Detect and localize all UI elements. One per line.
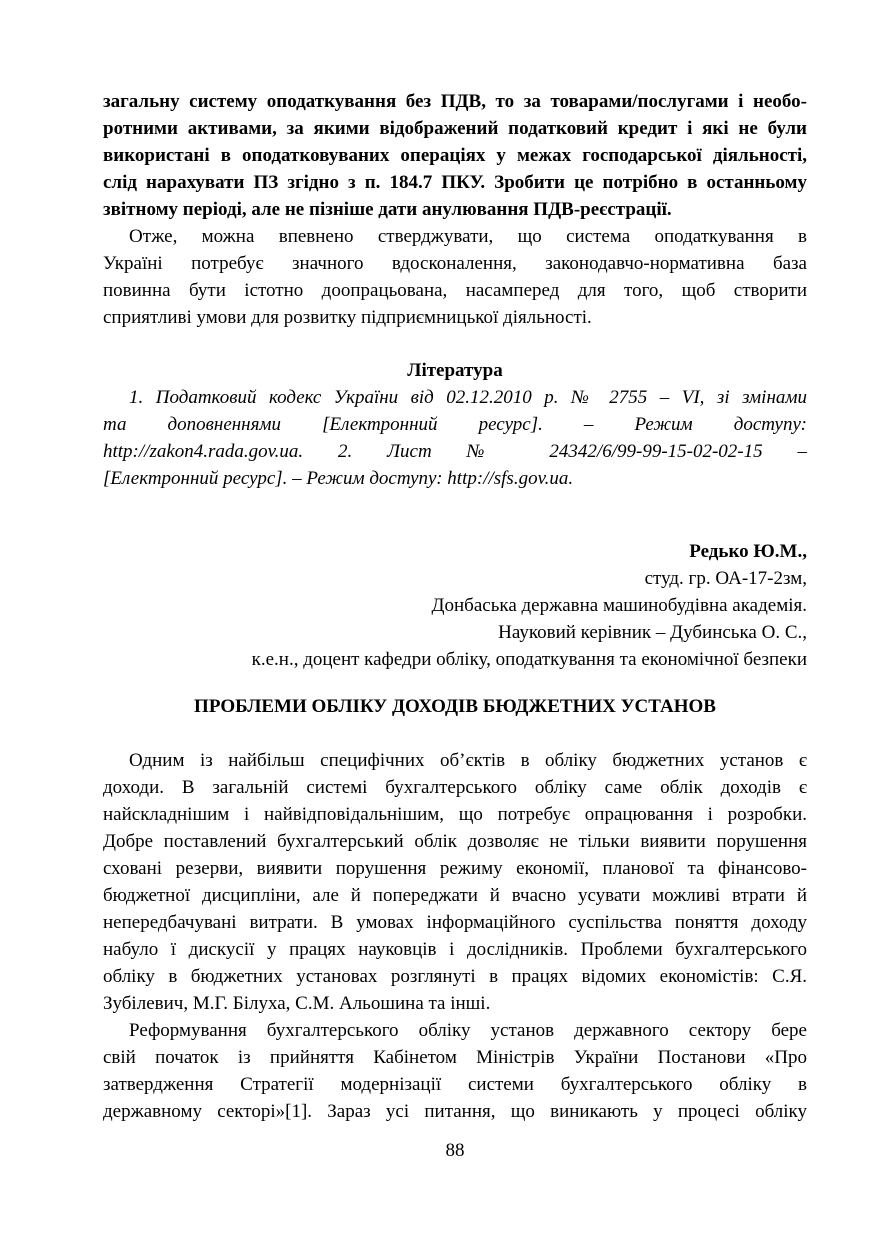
text-line: та доповненнями [Електронний ресурс]. – Режим доступу:: [103, 414, 807, 435]
text-line: Науковий керівник – Дубинська О. С.,: [498, 622, 807, 643]
reference-list: [103, 384, 807, 492]
text-line: ротними активами, за якими відображений податковий кредит і які не були: [103, 118, 807, 139]
author-block: [103, 538, 807, 673]
document-page: [103, 88, 807, 1164]
text-line: непередбачувані витрати. В умовах інформаційного суспільства поняття доходу: [103, 912, 807, 933]
text-line: Отже, можна впевнено стверджувати, що система оподаткування в: [129, 226, 807, 247]
page-number: 88: [445, 1140, 465, 1161]
text-line: Донбаська державна машинобудівна академія.: [431, 595, 807, 616]
text-line: свій початок із прийняття Кабінетом Міністрів України Постанови «Про: [103, 1047, 807, 1068]
text-line: доходи. В загальній системі бухгалтерського обліку саме облік доходів є: [103, 777, 807, 798]
paragraph-income-accounting: [103, 747, 807, 1017]
section-title: ПРОБЛЕМИ ОБЛІКУ ДОХОДІВ БЮДЖЕТНИХ УСТАНОВ: [194, 696, 716, 717]
author-name: Редько Ю.М.,: [689, 541, 807, 562]
text-line: використані в оподатковуваних операціях у межах господарської діяльності,: [103, 145, 807, 166]
text-line: затвердження Стратегії модернізації системи бухгалтерського обліку в: [103, 1074, 807, 1095]
text-line: Реформування бухгалтерського обліку установ державного сектору бере: [129, 1020, 807, 1041]
text-line: к.е.н., доцент кафедри обліку, оподаткування та економічної безпеки: [251, 649, 807, 670]
text-line: обліку в бюджетних установах розглянуті в працях відомих економістів: С.Я.: [103, 966, 807, 987]
text-line: 1. Податковий кодекс України від 02.12.2010 р. № 2755 – VI, зі змінами: [129, 387, 807, 408]
paragraph-tax-continuation: [103, 88, 807, 223]
author-details: [103, 565, 807, 673]
text-line: загальну систему оподаткування без ПДВ, то за товарами/послугами і необо-: [103, 91, 807, 112]
text-line: бюджетної дисципліни, але й попереджати й вчасно усувати можливі втрати й: [103, 885, 807, 906]
text-line: Добре поставлений бухгалтерський облік дозволяє не тільки виявити порушення: [103, 831, 807, 852]
text-line: Зубілевич, М.Г. Білуха, С.М. Альошина та інші.: [103, 993, 491, 1014]
paragraph-reform: [103, 1017, 807, 1125]
text-line: Україні потребує значного вдосконалення, законодавчо-нормативна база: [103, 253, 807, 274]
text-line: сприятливі умови для розвитку підприємницької діяльності.: [103, 307, 592, 328]
text-line: http://zakon4.rada.gov.ua. 2. Лист № 24342/6/99-99-15-02-02-15 –: [103, 441, 807, 462]
paragraph-conclusion: [103, 223, 807, 331]
text-line: державному секторі»[1]. Зараз усі питання, що виникають у процесі обліку: [103, 1101, 807, 1122]
text-line: звітному періоді, але не пізніше дати анулювання ПДВ-реєстрації.: [103, 199, 672, 220]
text-line: слід нарахувати ПЗ згідно з п. 184.7 ПКУ. Зробити це потрібно в останньому: [103, 172, 807, 193]
text-line: повинна бути істотно доопрацьована, насамперед для того, щоб створити: [103, 280, 807, 301]
text-line: Одним із найбільш специфічних об’єктів в обліку бюджетних установ є: [129, 750, 807, 771]
literature-heading: Література: [407, 360, 503, 381]
text-line: студ. гр. ОА-17-2зм,: [644, 568, 807, 589]
text-line: сховані резерви, виявити порушення режиму економії, планової та фінансово-: [103, 858, 807, 879]
text-line: [Електронний ресурс]. – Режим доступу: http://sfs.gov.ua.: [103, 468, 574, 489]
text-line: найскладнішим і найвідповідальнішим, що потребує опрацювання і розробки.: [103, 804, 807, 825]
text-line: набуло ї дискусії у працях науковців і дослідників. Проблеми бухгалтерського: [103, 939, 807, 960]
